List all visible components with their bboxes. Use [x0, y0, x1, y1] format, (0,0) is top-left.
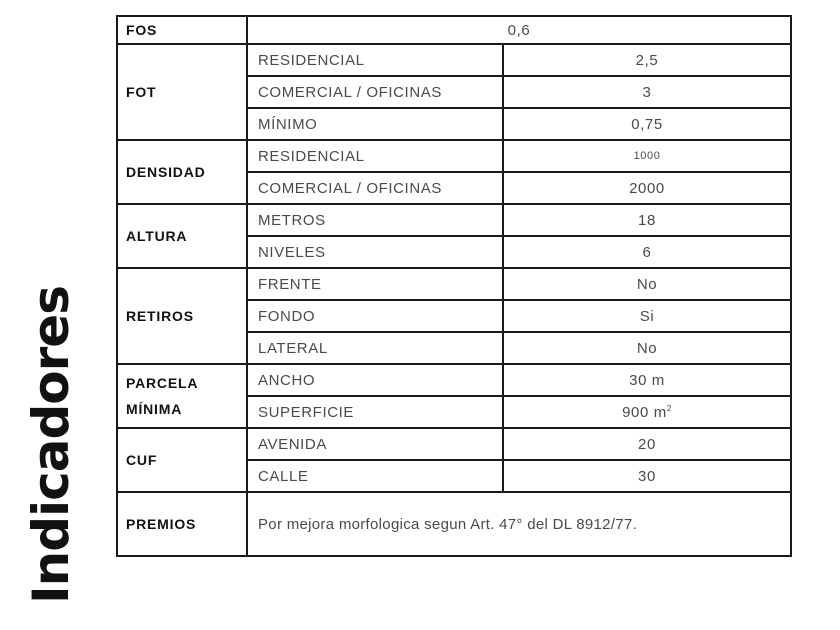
category-densidad: DENSIDAD [117, 140, 247, 204]
table-row [117, 364, 791, 396]
subcategory-label: CALLE [247, 460, 503, 492]
indicators-table [116, 15, 792, 557]
value-cell: 18 [503, 204, 791, 236]
premios-text: Por mejora morfologica segun Art. 47° del DL 8912/77. [247, 492, 791, 556]
subcategory-label: MÍNIMO [247, 108, 503, 140]
table-row [117, 140, 791, 172]
subcategory-label: COMERCIAL / OFICINAS [247, 76, 503, 108]
table-row-fos [117, 16, 791, 44]
subcategory-label: LATERAL [247, 332, 503, 364]
superscript: 2 [666, 403, 672, 413]
value-cell [503, 396, 791, 428]
category-line: MÍNIMA [126, 401, 183, 417]
table-row [117, 204, 791, 236]
value-cell: 2000 [503, 172, 791, 204]
subcategory-label: COMERCIAL / OFICINAS [247, 172, 503, 204]
side-title: Indicadores [22, 286, 80, 604]
value-cell: 2,5 [503, 44, 791, 76]
category-cuf: CUF [117, 428, 247, 492]
category-parcela-minima [117, 364, 247, 428]
category-retiros: RETIROS [117, 268, 247, 364]
value-cell: Si [503, 300, 791, 332]
category-fos: FOS [117, 16, 247, 44]
subcategory-label: NIVELES [247, 236, 503, 268]
value-cell: 0,75 [503, 108, 791, 140]
category-line: PARCELA [126, 375, 199, 391]
table-row-premios [117, 492, 791, 556]
subcategory-label: SUPERFICIE [247, 396, 503, 428]
subcategory-label: ANCHO [247, 364, 503, 396]
subcategory-label: RESIDENCIAL [247, 44, 503, 76]
value-cell: 3 [503, 76, 791, 108]
table-row [117, 44, 791, 76]
category-altura: ALTURA [117, 204, 247, 268]
value-cell: 30 [503, 460, 791, 492]
value-cell: No [503, 268, 791, 300]
subcategory-label: AVENIDA [247, 428, 503, 460]
category-fot: FOT [117, 44, 247, 140]
value-cell: 20 [503, 428, 791, 460]
subcategory-label: FRENTE [247, 268, 503, 300]
value-cell: 6 [503, 236, 791, 268]
subcategory-label: METROS [247, 204, 503, 236]
table-row [117, 428, 791, 460]
value-cell: No [503, 332, 791, 364]
value-fos: 0,6 [247, 16, 791, 44]
table-row [117, 268, 791, 300]
value-cell: 1000 [503, 140, 791, 172]
subcategory-label: FONDO [247, 300, 503, 332]
category-premios: PREMIOS [117, 492, 247, 556]
value-cell: 30 m [503, 364, 791, 396]
subcategory-label: RESIDENCIAL [247, 140, 503, 172]
value-text: 900 m [622, 403, 667, 421]
